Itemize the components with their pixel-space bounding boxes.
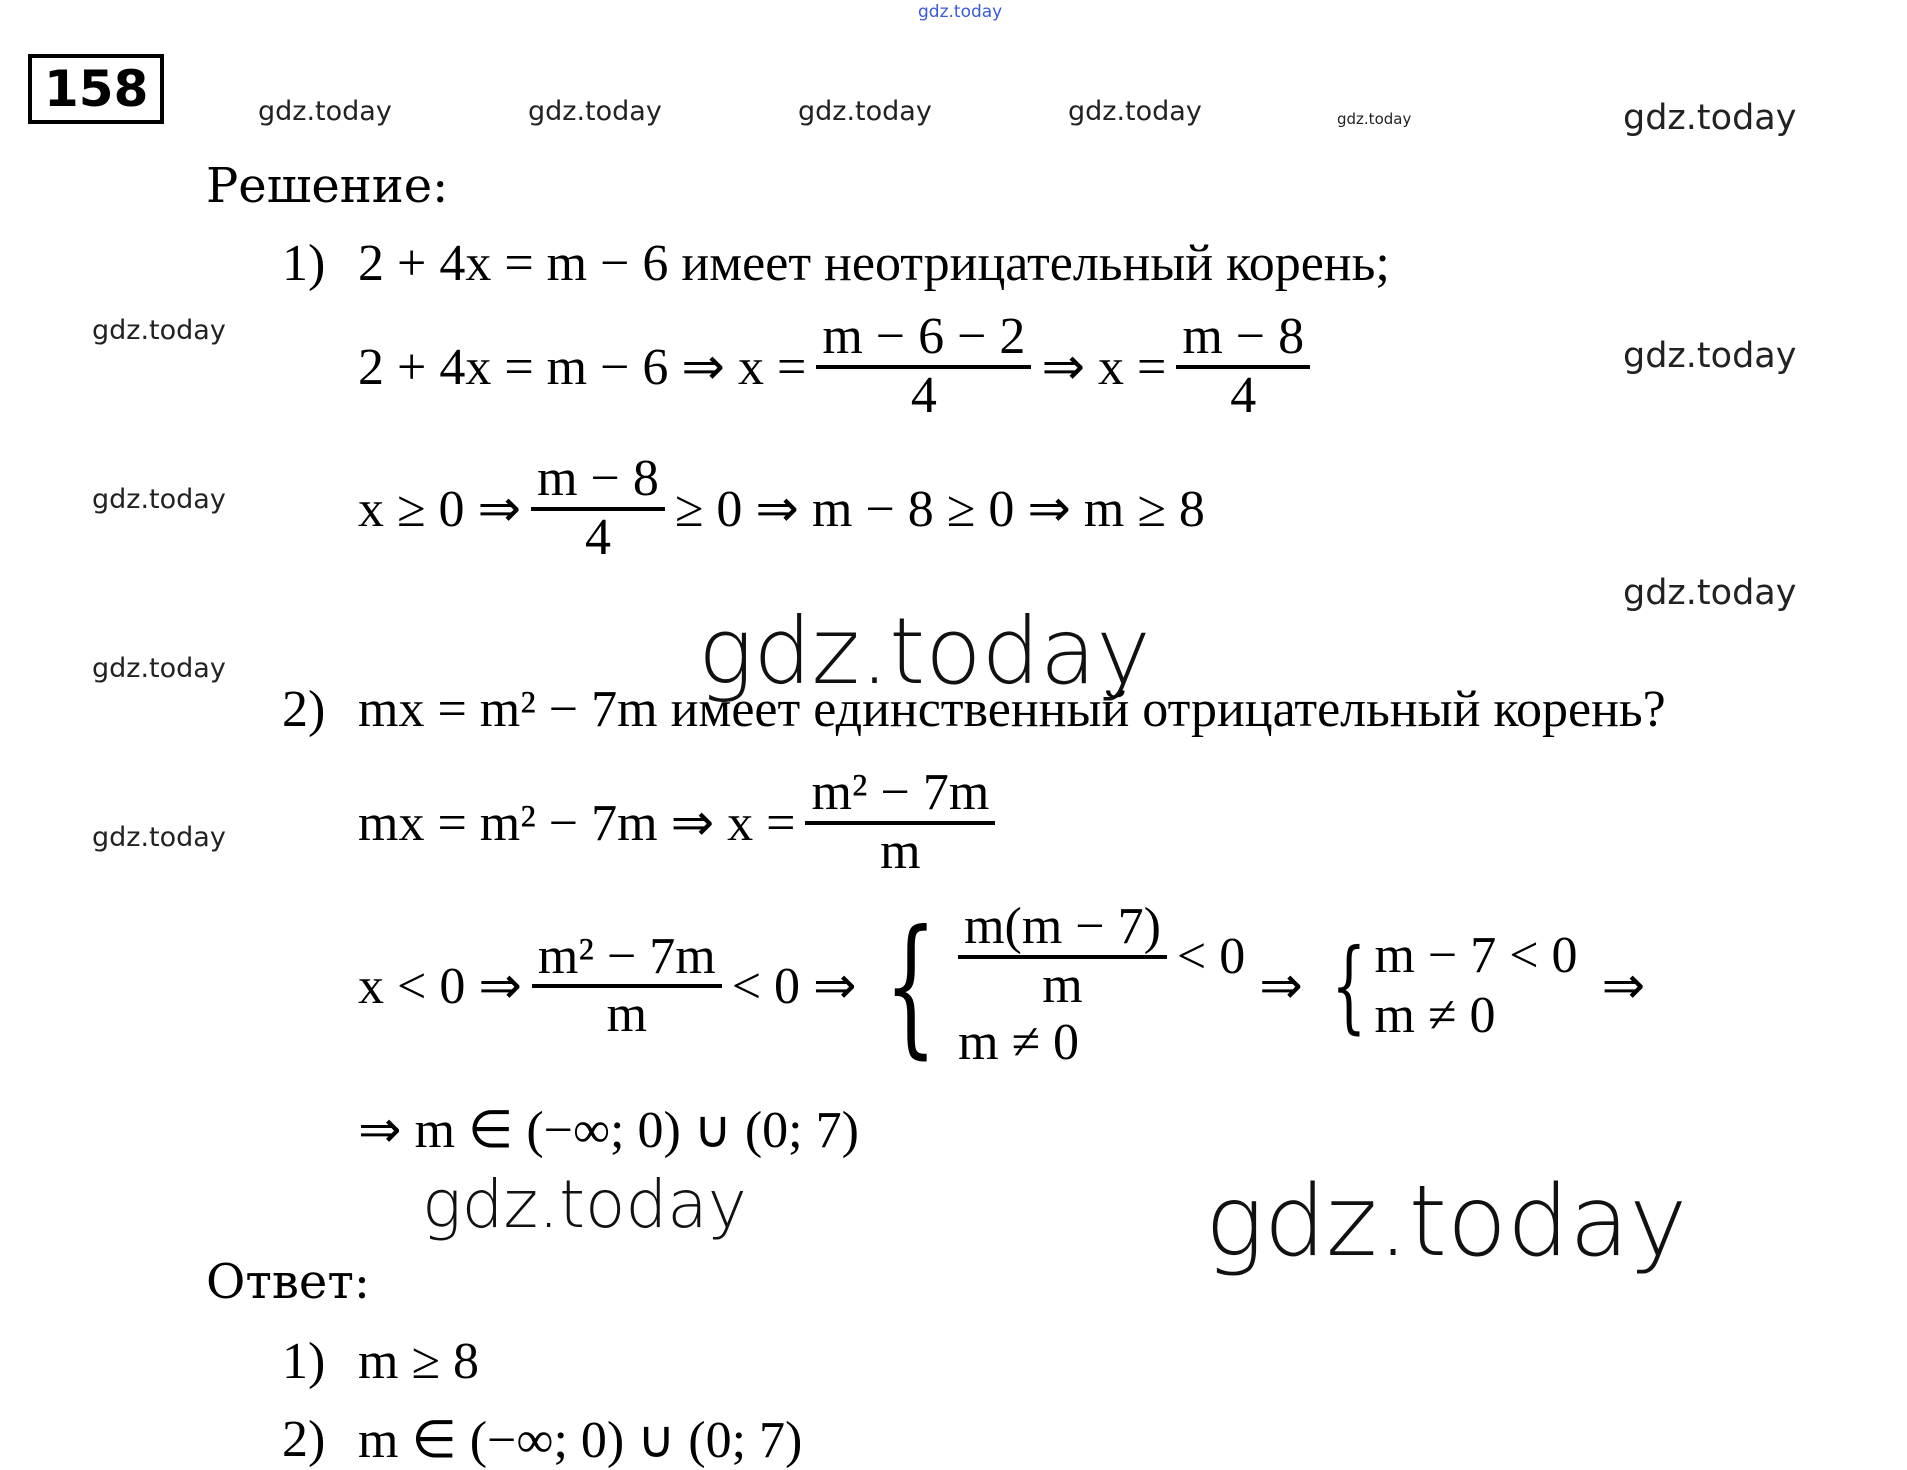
part1-line2-rhs: ≥ 0 ⇒ m − 8 ≥ 0 ⇒ m ≥ 8: [674, 480, 1205, 538]
fraction: [531, 452, 665, 565]
fraction-denominator: m: [1042, 956, 1083, 1014]
fraction-numerator: m − 8: [537, 450, 659, 507]
watermark: gdz.today: [1623, 336, 1797, 376]
watermark-large: gdz.today: [698, 598, 1151, 705]
system-row2: m ≠ 0: [958, 1014, 1080, 1072]
watermark: gdz.today: [92, 653, 226, 684]
part2-statement-text: имеет единственный отрицательный корень?: [670, 681, 1666, 738]
part1-statement: 2 + 4x = m − 6 имеет неотрицательный корень;: [358, 235, 1390, 292]
left-brace: {: [1331, 927, 1367, 1045]
fraction-denominator: m: [880, 822, 921, 880]
part2-line1-lhs: mx = m² − 7m ⇒ x =: [358, 794, 796, 852]
watermark: gdz.today: [92, 822, 226, 853]
answer1-label: 1): [282, 1333, 326, 1390]
watermark-large: gdz.today: [1205, 1165, 1688, 1279]
answer2-label: 2): [282, 1411, 326, 1468]
part2-equation-line1: [358, 766, 1005, 879]
part1-line1-mid: ⇒ x =: [1041, 338, 1167, 396]
fraction-denominator: 4: [910, 366, 937, 424]
left-brace: {: [884, 899, 937, 1074]
part1-equation-line1: [358, 310, 1320, 423]
fraction-numerator: m − 6 − 2: [822, 308, 1026, 365]
watermark: gdz.today: [92, 315, 226, 346]
watermark: gdz.today: [798, 96, 932, 127]
part1-line2-lhs: x ≥ 0 ⇒: [358, 480, 522, 538]
solution-heading: Решение:: [206, 158, 449, 214]
fraction-denominator: 4: [1230, 366, 1257, 424]
system-row1-relation: < 0: [1176, 928, 1246, 986]
part2-statement-math: mx = m² − 7m: [358, 681, 658, 738]
system-row2: m ≠ 0: [1374, 987, 1496, 1045]
part2-equation-line3: ⇒ m ∈ (−∞; 0) ∪ (0; 7): [358, 1102, 859, 1159]
watermark-top: gdz.today: [918, 2, 1003, 22]
watermark: gdz.today: [1337, 110, 1412, 128]
system-of-conditions: [863, 900, 1246, 1072]
part2-line2-mid2: ⇒: [1259, 958, 1303, 1016]
part2-label: 2): [282, 681, 326, 738]
answer1-value: m ≥ 8: [358, 1333, 479, 1390]
fraction: [958, 900, 1167, 1013]
part1-equation-line2: [358, 452, 1205, 565]
watermark: gdz.today: [258, 96, 392, 127]
watermark: gdz.today: [1623, 98, 1797, 138]
fraction: [816, 310, 1031, 423]
part2-equation-line2: [358, 900, 1645, 1072]
part2-line2-mid: < 0 ⇒: [731, 958, 857, 1016]
fraction-numerator: m(m − 7): [964, 898, 1161, 955]
fraction-denominator: 4: [585, 508, 611, 566]
part1-label: 1): [282, 235, 326, 292]
fraction-numerator: m² − 7m: [537, 927, 716, 985]
problem-number: 158: [28, 54, 164, 124]
watermark-large: gdz.today: [422, 1166, 747, 1243]
fraction-numerator: m² − 7m: [811, 764, 990, 821]
part1-line1-lhs: 2 + 4x = m − 6 ⇒ x =: [358, 338, 807, 396]
watermark: gdz.today: [1623, 573, 1797, 613]
watermark: gdz.today: [1068, 96, 1202, 127]
part2-statement: [358, 680, 1666, 739]
fraction: [1176, 310, 1310, 423]
part2-line2-lhs: x < 0 ⇒: [358, 958, 522, 1016]
part2-line2-end: ⇒: [1601, 958, 1646, 1016]
fraction-numerator: m − 8: [1182, 308, 1305, 365]
system-row1: m − 7 < 0: [1374, 927, 1578, 985]
answer-heading: Ответ:: [206, 1254, 371, 1310]
answer2-value: m ∈ (−∞; 0) ∪ (0; 7): [358, 1412, 803, 1469]
watermark: gdz.today: [528, 96, 662, 127]
fraction: [532, 927, 722, 1044]
fraction: [805, 766, 995, 879]
system-of-conditions: [1317, 926, 1578, 1046]
watermark: gdz.today: [92, 484, 226, 515]
fraction-denominator: m: [606, 986, 648, 1044]
